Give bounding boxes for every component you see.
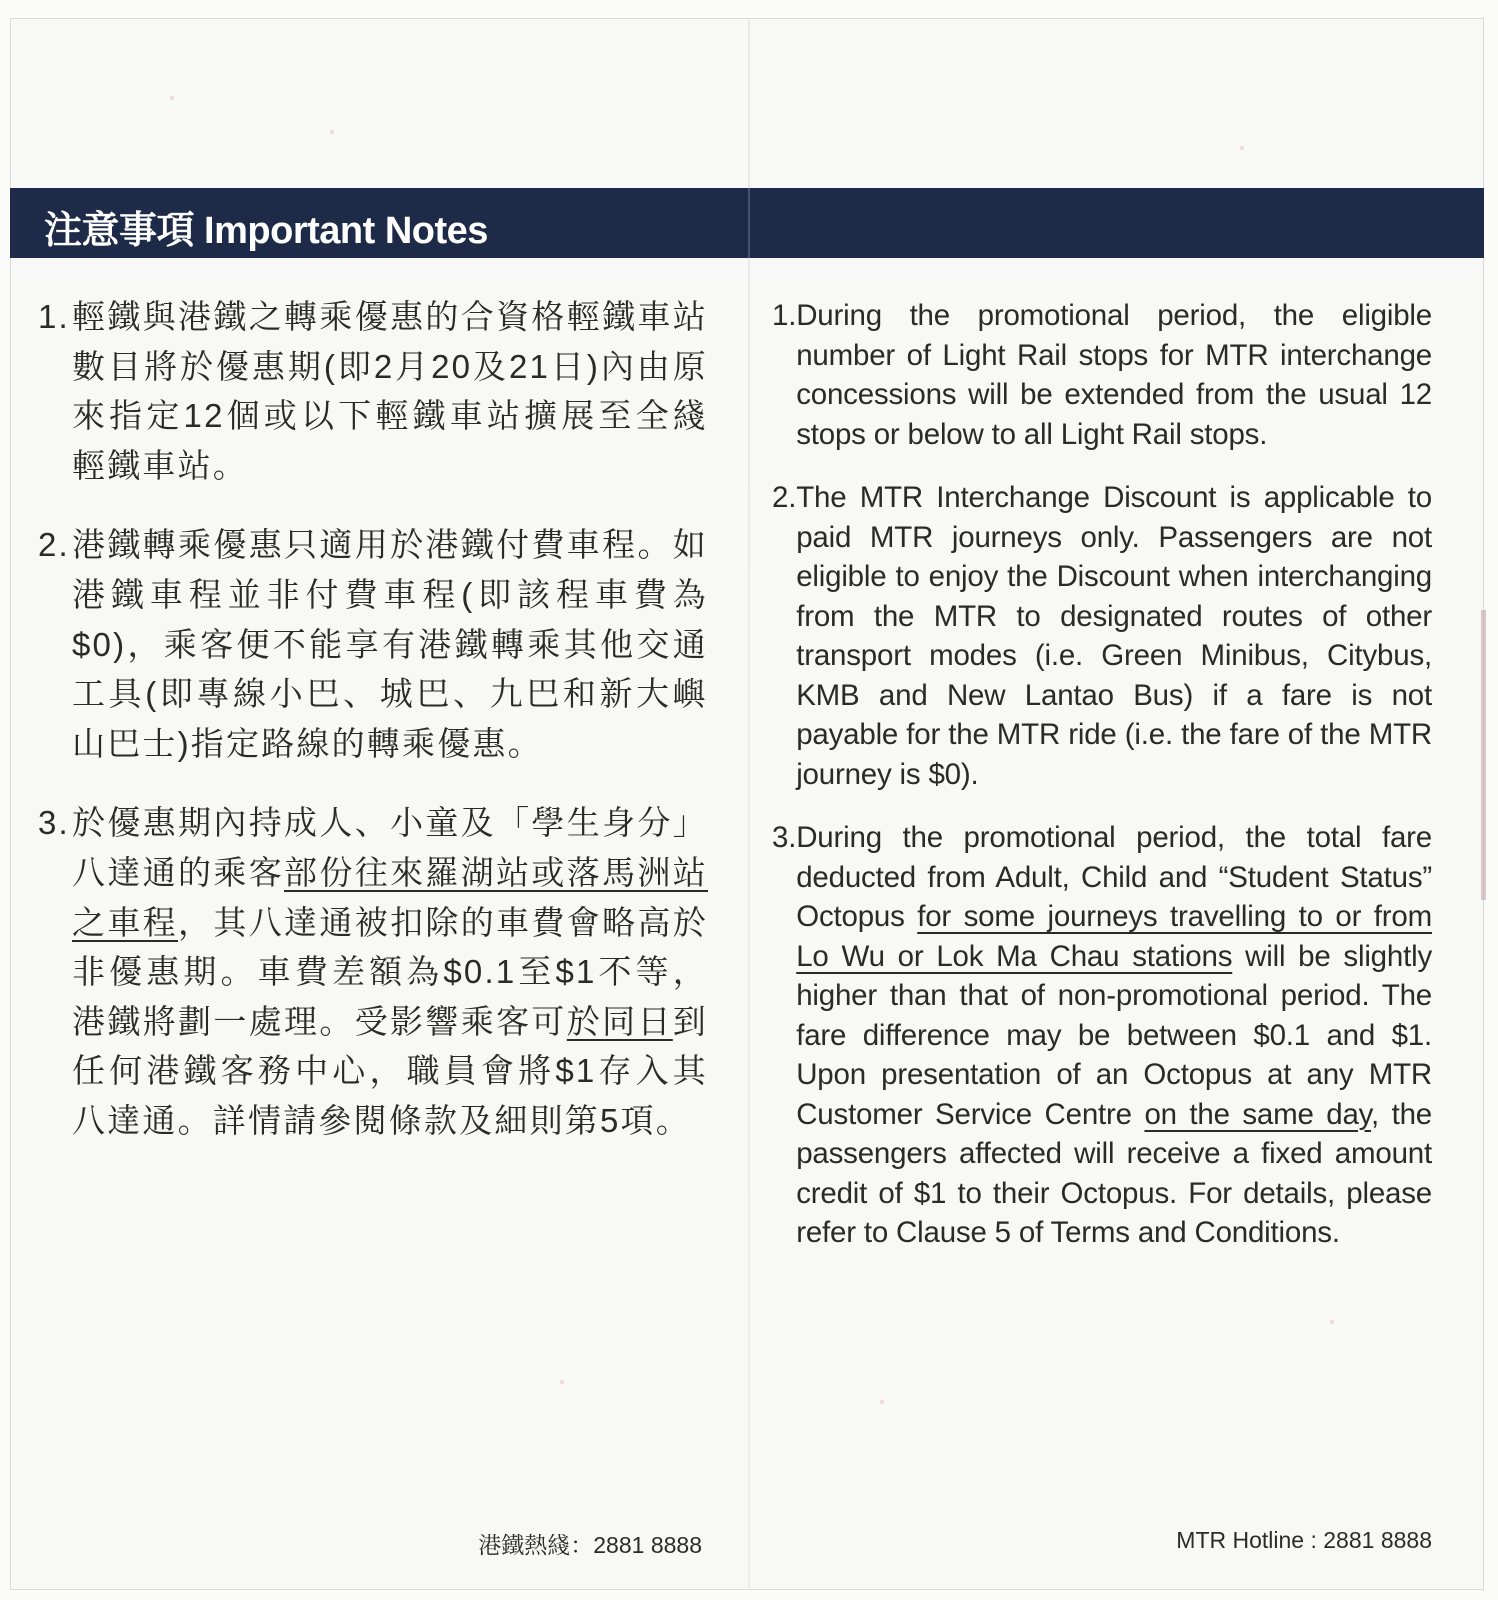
note-phrase: The MTR Interchange Discount is applicable to paid MTR journeys only. Passengers are not eligible to enjoy the Discount when interchanging from the MTR to designated routes of other transport modes (i.e. Green Minibus, Citybus, KMB and New Lantao Bus) if a fare is not payable for the MTR ride (i.e. the fare of the MTR journey is $0). [796, 481, 1432, 791]
header-divider [748, 188, 750, 258]
note-phrase: , the passengers affected will receive a fixed amount credit of $1 to their Octopus. For details, please refer to Clause 5 of Terms and Conditions. [796, 1097, 1432, 1249]
paper-speck [170, 96, 174, 100]
underlined-phrase: 部份往來羅湖站或落馬洲站之車程 [72, 853, 708, 941]
paper-speck [1330, 1320, 1334, 1324]
note-phrase: will be slightly higher than that of non-promotional period. The fare difference may be between $0.1 and $1. Upon presentation of an Octopus at any MTR Customer Service Centre [796, 939, 1432, 1131]
edge-mark [1481, 610, 1486, 900]
note-item [38, 520, 708, 768]
note-phrase: 到任何港鐵客務中心，職員會將$1存入其八達通。詳情請參閱條款及細則第5項。 [72, 1002, 708, 1139]
note-phrase: 於優惠期內持成人、小童及「學生身分」八達通的乘客 [72, 804, 708, 891]
note-text [72, 798, 708, 1145]
underlined-phrase: for some journeys travelling to or from Lo Wu or Lok Ma Chau stations [796, 900, 1432, 973]
page-title: 注意事項 Important Notes [44, 210, 488, 252]
paper-speck [330, 130, 334, 134]
hotline-english: MTR Hotline : 2881 8888 [1176, 1527, 1432, 1553]
paper-speck [560, 1380, 564, 1384]
note-item [38, 292, 708, 490]
note-item [38, 798, 708, 1145]
note-number: 1. [38, 298, 70, 335]
underlined-phrase: on the same day [1144, 1097, 1372, 1131]
note-phrase: During the promotional period, the eligible number of Light Rail stops for MTR interchange concessions will be extended from the usual 12 stops or below to all Light Rail stops. [796, 299, 1432, 451]
note-text [796, 478, 1432, 794]
note-item [772, 296, 1432, 454]
note-text [72, 520, 708, 768]
note-text [796, 296, 1432, 454]
note-item [772, 818, 1432, 1253]
note-number: 1. [772, 299, 797, 332]
note-text [72, 292, 708, 490]
underlined-phrase: 於同日 [566, 1002, 673, 1040]
note-item [772, 478, 1432, 794]
note-text [796, 818, 1432, 1253]
note-number: 3. [38, 804, 70, 842]
note-phrase: ，其八達通被扣除的車費會略高於非優惠期。車費差額為$0.1至$1不等，港鐵將劃一處理。受影響乘客可 [72, 903, 708, 1040]
note-phrase: During the promotional period, the total fare deducted from Adult, Child and “Student Status” Octopus [796, 821, 1432, 933]
notes-english-column [772, 296, 1432, 1277]
note-phrase: 港鐵轉乘優惠只適用於港鐵付費車程。如港鐵車程並非付費車程(即該程車費為$0)，乘客便不能享有港鐵轉乘其他交通工具(即專線小巴、城巴、九巴和新大嶼山巴士)指定路線的轉乘優惠。 [72, 526, 708, 762]
note-number: 2. [38, 526, 70, 564]
hotline-chinese: 港鐵熱綫：2881 8888 [478, 1532, 702, 1558]
paper-speck [880, 1400, 884, 1404]
note-number: 2. [772, 481, 797, 514]
notes-chinese-column [38, 292, 708, 1176]
note-number: 3. [772, 821, 797, 854]
paper-speck [1240, 146, 1244, 150]
note-phrase: 輕鐵與港鐵之轉乘優惠的合資格輕鐵車站數目將於優惠期(即2月20及21日)內由原來指定12個或以下輕鐵車站擴展至全綫輕鐵車站。 [72, 298, 708, 484]
